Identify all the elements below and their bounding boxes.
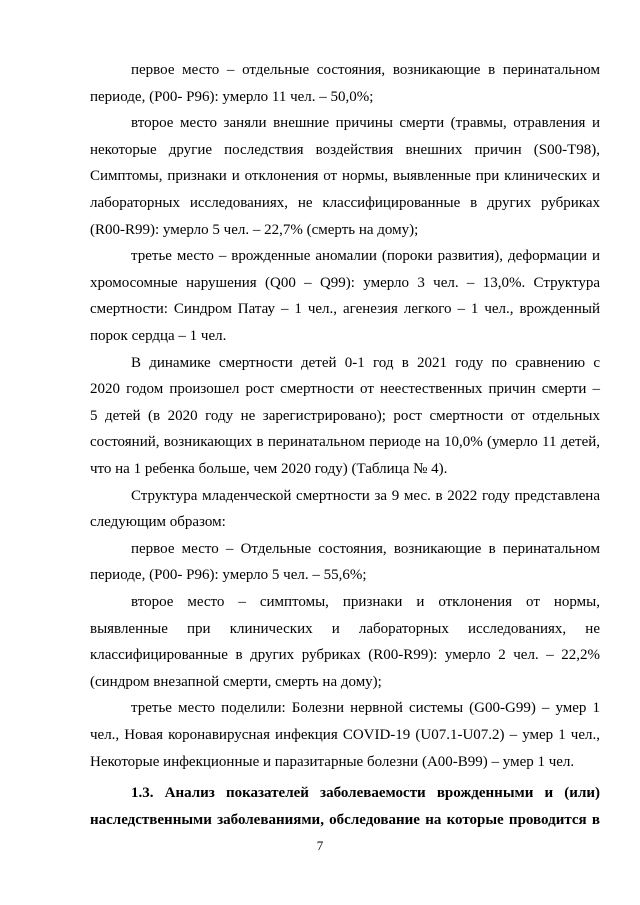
text-line: (синдром внезапной смерти, смерть на дому); [90,674,382,690]
text-line: чел., Новая коронавирусная инфекция COVID-19 (U07.1-U07.2) – умер 1 чел., [90,727,600,743]
text-line: второе место – симптомы, признаки и отклонения от нормы, [131,594,600,610]
text-line: некоторые другие последствия воздействия внешних причин (S00-T98), [90,142,600,158]
text-line: периоде, (P00- P96): умерло 11 чел. – 50,0%; [90,89,374,105]
page-number: 7 [316,838,324,853]
text-line: первое место – отдельные состояния, возникающие в перинатальном [131,62,600,78]
text-line: состояний, возникающих в перинатальном периоде на 10,0% (умерло 11 детей, [90,434,600,450]
text-line: Симптомы, признаки и отклонения от нормы, выявленные при клинических и [90,168,600,184]
text-line: периоде, (P00- P96): умерло 5 чел. – 55,6%; [90,567,367,583]
text-line: Некоторые инфекционные и паразитарные болезни (A00-B99) – умер 1 чел. [90,754,575,770]
text-line: третье место – врожденные аномалии (пороки развития), деформации и [131,248,600,264]
section-heading-line: 1.3. Анализ показателей заболеваемости врожденными и (или) [131,785,600,801]
text-line: первое место – Отдельные состояния, возникающие в перинатальном [131,541,600,557]
text-line: следующим образом: [90,514,226,530]
text-line: выявленные при клинических и лабораторных исследованиях, не [90,621,600,637]
text-line: (R00-R99): умерло 5 чел. – 22,7% (смерть на дому); [90,222,419,238]
text-line: 2020 годом произошел рост смертности от неестественных причин смерти – [90,381,600,397]
text-line: лабораторных исследованиях, не классифицированные в других рубриках [90,195,600,211]
section-heading-line: наследственными заболеваниями, обследование на которые проводится в [90,812,600,828]
text-line: классифицированные в других рубриках (R00-R99): умерло 2 чел. – 22,2% [90,647,600,663]
text-line: второе место заняли внешние причины смерти (травмы, отравления и [131,115,600,131]
text-line: третье место поделили: Болезни нервной системы (G00-G99) – умер 1 [131,700,600,716]
text-line: 5 детей (в 2020 году не зарегистрировано); рост смертности от отдельных [90,408,600,424]
text-line: хромосомные нарушения (Q00 – Q99): умерло 3 чел. – 13,0%. Структура [90,275,600,291]
text-line: В динамике смертности детей 0-1 год в 2021 году по сравнению с [131,355,600,371]
text-line: смертности: Синдром Патау – 1 чел., агенезия легкого – 1 чел., врожденный [90,301,600,317]
text-line: что на 1 ребенка больше, чем 2020 году) (Таблица № 4). [90,461,448,477]
text-line: Структура младенческой смертности за 9 мес. в 2022 году представлена [131,488,600,504]
text-line: порок сердца – 1 чел. [90,328,227,344]
